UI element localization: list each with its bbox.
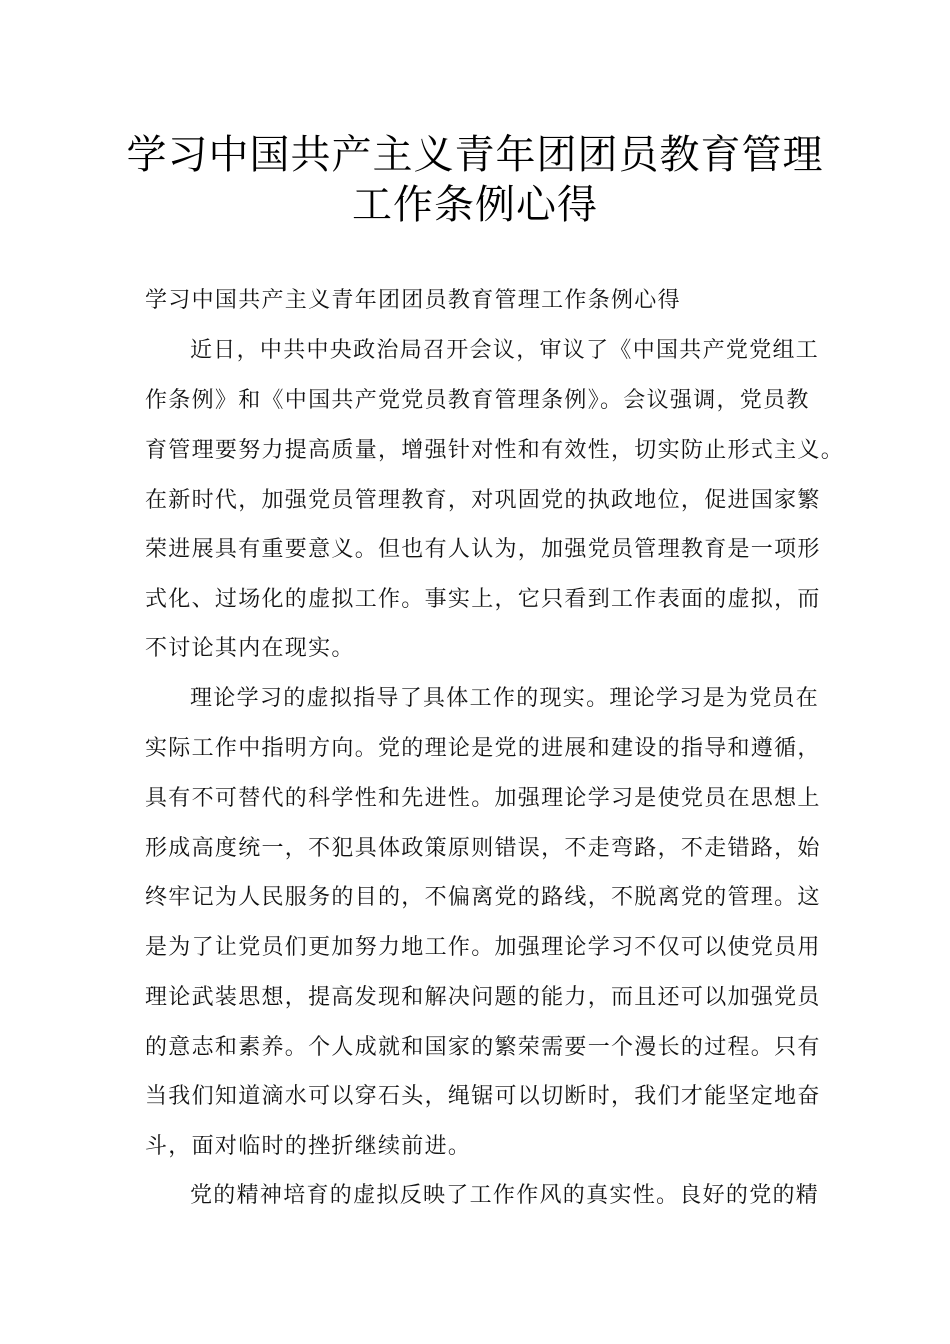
paragraph-1-line-5: 荣进展具有重要意义。但也有人认为，加强党员管理教育是一项形 <box>145 537 821 562</box>
paragraph-2-line-3: 具有不可替代的科学性和先进性。加强理论学习是使党员在思想上 <box>145 786 821 811</box>
paragraph-2-line-2: 实际工作中指明方向。党的理论是党的进展和建设的指导和遵循， <box>145 736 821 761</box>
paragraph-1-line-4: 在新时代，加强党员管理教育，对巩固党的执政地位，促进国家繁 <box>145 488 821 513</box>
paragraph-2-line-7: 理论武装思想，提高发现和解决问题的能力，而且还可以加强党员 <box>145 985 821 1010</box>
document-title-line-1: 学习中国共产主义青年团团员教育管理 <box>126 132 824 178</box>
paragraph-2-line-5: 终牢记为人民服务的目的，不偏离党的路线，不脱离党的管理。这 <box>145 885 821 910</box>
document-title-line-2: 工作条例心得 <box>352 182 598 228</box>
paragraph-2-line-8: 的意志和素养。个人成就和国家的繁荣需要一个漫长的过程。只有 <box>145 1035 821 1060</box>
paragraph-2-line-6: 是为了让党员们更加努力地工作。加强理论学习不仅可以使党员用 <box>145 935 821 960</box>
paragraph-2-line-4: 形成高度统一，不犯具体政策原则错误，不走弯路，不走错路，始 <box>145 836 821 861</box>
paragraph-3-line-1: 党的精神培育的虚拟反映了工作作风的真实性。良好的党的精 <box>190 1183 820 1208</box>
paragraph-1-line-6: 式化、过场化的虚拟工作。事实上，它只看到工作表面的虚拟，而 <box>145 587 821 612</box>
paragraph-1-line-7: 不讨论其内在现实。 <box>145 636 355 661</box>
paragraph-2-line-1: 理论学习的虚拟指导了具体工作的现实。理论学习是为党员在 <box>190 686 820 711</box>
paragraph-1-line-3: 育管理要努力提高质量，增强针对性和有效性，切实防止形式主义。 <box>145 438 845 463</box>
paragraph-2-line-10: 斗，面对临时的挫折继续前进。 <box>145 1134 472 1159</box>
paragraph-1-line-1: 近日，中共中央政治局召开会议，审议了《中国共产党党组工 <box>190 338 820 363</box>
document-subtitle-line: 学习中国共产主义青年团团员教育管理工作条例心得 <box>145 288 681 313</box>
paragraph-1-line-2: 作条例》和《中国共产党党员教育管理条例》。会议强调，党员教 <box>145 388 810 413</box>
paragraph-2-line-9: 当我们知道滴水可以穿石头，绳锯可以切断时，我们才能坚定地奋 <box>145 1084 821 1109</box>
